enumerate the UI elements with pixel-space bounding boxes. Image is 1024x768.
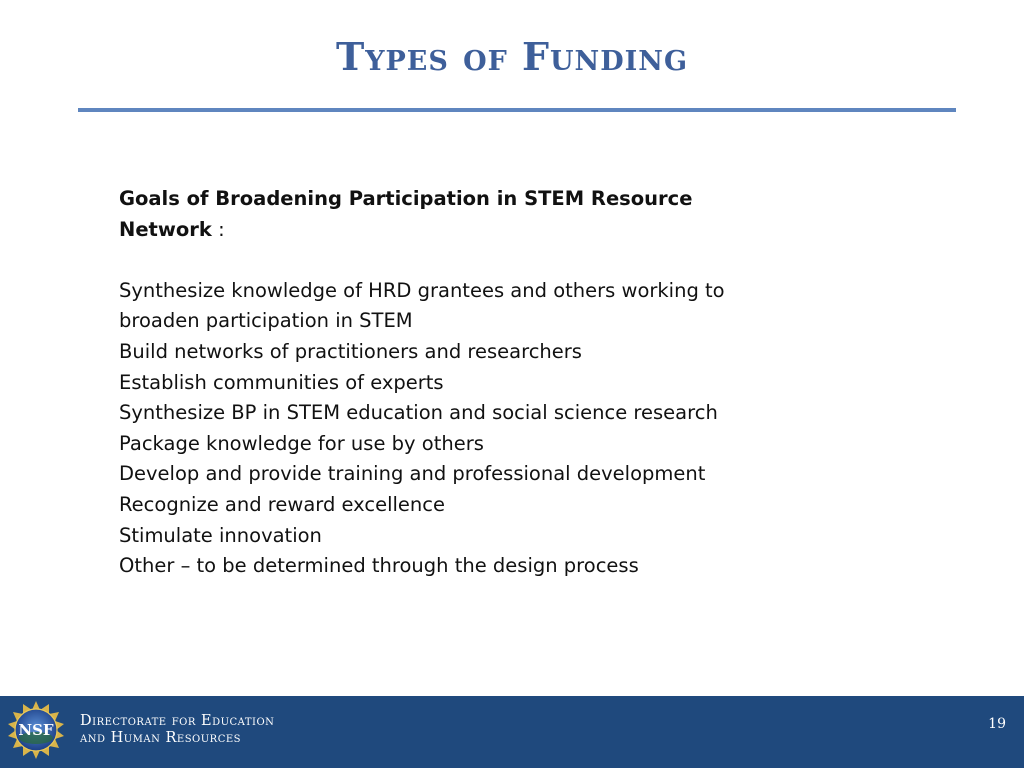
list-item: Synthesize BP in STEM education and social science research (119, 401, 718, 425)
content-heading (119, 184, 779, 245)
list-item: Build networks of practitioners and researchers (119, 339, 582, 363)
footer-directorate (80, 713, 274, 747)
nsf-logo-icon (6, 700, 66, 760)
list-item: Recognize and reward excellence (119, 492, 446, 516)
slide-content (119, 184, 779, 582)
footer-line-2: and Human Resources (80, 730, 242, 746)
list-item: broaden participation in STEM (119, 309, 413, 333)
page-number: 19 (988, 716, 1006, 732)
slide-title: Types of Funding (335, 34, 689, 79)
list-item: Other – to be determined through the design process (119, 554, 639, 578)
heading-colon: : (211, 217, 225, 241)
title-divider (78, 108, 956, 112)
list-item: Stimulate innovation (119, 523, 322, 547)
list-item: Synthesize knowledge of HRD grantees and others working to (119, 278, 725, 302)
footer-bar (0, 696, 1024, 768)
list-item: Develop and provide training and professional development (119, 462, 706, 486)
footer-line-1: Directorate for Education (80, 713, 275, 729)
heading-line-1: Goals of Broadening Participation in STEM Resource (119, 187, 693, 210)
spacer (119, 245, 779, 276)
nsf-logo-text: NSF (18, 721, 54, 739)
list-item: Package knowledge for use by others (119, 431, 484, 455)
list-item: Establish communities of experts (119, 370, 444, 394)
heading-line-2: Network (119, 217, 212, 241)
